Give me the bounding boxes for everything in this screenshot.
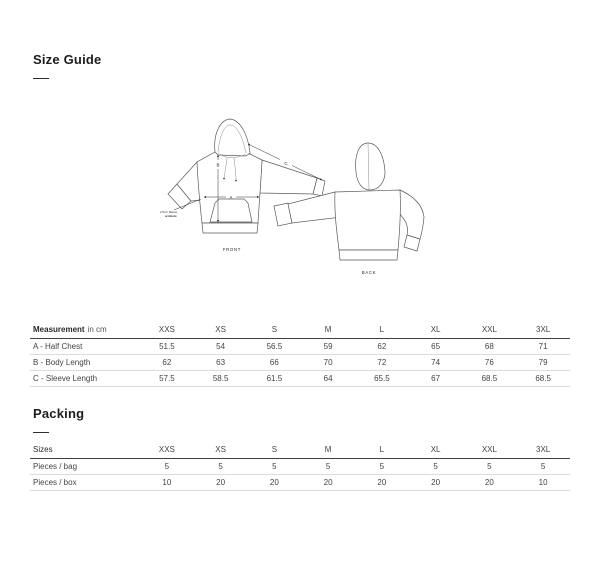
front-view-label: FRONT xyxy=(223,247,241,252)
row-label: A - Half Chest xyxy=(30,339,140,355)
back-right-sleeve xyxy=(397,190,424,239)
packing-section-header xyxy=(33,406,84,433)
value-cell: 76 xyxy=(463,355,517,371)
row-label: Pieces / bag xyxy=(30,459,140,475)
value-cell: 57.5 xyxy=(140,371,194,387)
title-underline-dash xyxy=(33,78,49,79)
value-cell: 71 xyxy=(516,339,570,355)
value-cell: 20 xyxy=(463,475,517,491)
value-cell: 5 xyxy=(355,459,409,475)
size-col-header: XL xyxy=(409,440,463,459)
size-col-header: M xyxy=(301,440,355,459)
size-col-header: XL xyxy=(409,320,463,339)
value-cell: 20 xyxy=(355,475,409,491)
value-cell: 66 xyxy=(248,355,302,371)
row-label: B - Body Length xyxy=(30,355,140,371)
size-col-header: XS xyxy=(194,440,248,459)
back-hem-ribbing xyxy=(339,250,398,260)
value-cell: 51.5 xyxy=(140,339,194,355)
value-cell: 65 xyxy=(409,339,463,355)
measurement-header-bold: Measurement xyxy=(33,324,85,334)
packing-header-label: Sizes xyxy=(30,440,140,459)
size-col-header: S xyxy=(248,440,302,459)
value-cell: 5 xyxy=(409,459,463,475)
value-cell: 68 xyxy=(463,339,517,355)
front-drawcord-tip-left xyxy=(223,178,225,180)
value-cell: 68.5 xyxy=(463,371,517,387)
value-cell: 5 xyxy=(248,459,302,475)
value-cell: 20 xyxy=(409,475,463,491)
size-col-header: L xyxy=(355,320,409,339)
value-cell: 58.5 xyxy=(194,371,248,387)
size-col-header: M xyxy=(301,320,355,339)
size-col-header: L xyxy=(355,440,409,459)
front-kangaroo-pocket xyxy=(210,199,252,222)
measurement-header-unit: in cm xyxy=(87,324,107,334)
title-underline-dash xyxy=(33,432,49,433)
front-hood xyxy=(215,119,250,156)
size-col-header: XXL xyxy=(463,440,517,459)
value-cell: 72 xyxy=(355,355,409,371)
value-cell: 70 xyxy=(301,355,355,371)
value-cell: 5 xyxy=(194,459,248,475)
value-cell: 10 xyxy=(140,475,194,491)
value-cell: 5 xyxy=(516,459,570,475)
value-cell: 20 xyxy=(301,475,355,491)
hoodie-back-sketch xyxy=(272,133,462,283)
size-col-header: S xyxy=(248,320,302,339)
back-body xyxy=(335,190,401,250)
size-guide-section-header xyxy=(33,52,101,79)
value-cell: 67 xyxy=(409,371,463,387)
front-hem-ribbing xyxy=(202,223,258,233)
value-cell: 64 xyxy=(301,371,355,387)
value-cell: 5 xyxy=(301,459,355,475)
measurement-header-label xyxy=(30,320,140,339)
value-cell: 20 xyxy=(248,475,302,491)
size-col-header: XXS xyxy=(140,440,194,459)
value-cell: 62 xyxy=(140,355,194,371)
size-col-header: XXS xyxy=(140,320,194,339)
size-col-header: XS xyxy=(194,320,248,339)
value-cell: 54 xyxy=(194,339,248,355)
table-row xyxy=(30,355,570,371)
value-cell: 74 xyxy=(409,355,463,371)
value-cell: 79 xyxy=(516,355,570,371)
front-drawcord-tip-right xyxy=(235,180,237,182)
packing-table xyxy=(30,440,570,491)
armhole-note-line2: armhole xyxy=(165,214,177,218)
armhole-note-line1: 2.5cm Below xyxy=(160,210,178,214)
value-cell: 59 xyxy=(301,339,355,355)
row-label: Pieces / box xyxy=(30,475,140,491)
dim-a-letter: A xyxy=(229,194,233,200)
value-cell: 65.5 xyxy=(355,371,409,387)
value-cell: 10 xyxy=(516,475,570,491)
table-row xyxy=(30,459,570,475)
dim-b-letter: B xyxy=(216,162,220,168)
measurement-table xyxy=(30,320,570,387)
value-cell: 5 xyxy=(463,459,517,475)
value-cell: 63 xyxy=(194,355,248,371)
dim-c-letter: C xyxy=(284,161,288,166)
size-col-header: XXL xyxy=(463,320,517,339)
value-cell: 62 xyxy=(355,339,409,355)
packing-title: Packing xyxy=(33,406,85,421)
value-cell: 5 xyxy=(140,459,194,475)
packing-header-row xyxy=(30,440,570,459)
value-cell: 56.5 xyxy=(248,339,302,355)
value-cell: 68.5 xyxy=(516,371,570,387)
table-row xyxy=(30,371,570,387)
size-guide-title: Size Guide xyxy=(33,52,102,67)
measurement-header-row xyxy=(30,320,570,339)
value-cell: 20 xyxy=(194,475,248,491)
back-left-sleeve xyxy=(288,192,342,223)
back-hood xyxy=(356,143,385,190)
size-col-header: 3XL xyxy=(516,320,570,339)
row-label: C - Sleeve Length xyxy=(30,371,140,387)
size-col-header: 3XL xyxy=(516,440,570,459)
value-cell: 61.5 xyxy=(248,371,302,387)
table-row xyxy=(30,475,570,491)
back-view-label: BACK xyxy=(361,270,377,275)
table-row xyxy=(30,339,570,355)
